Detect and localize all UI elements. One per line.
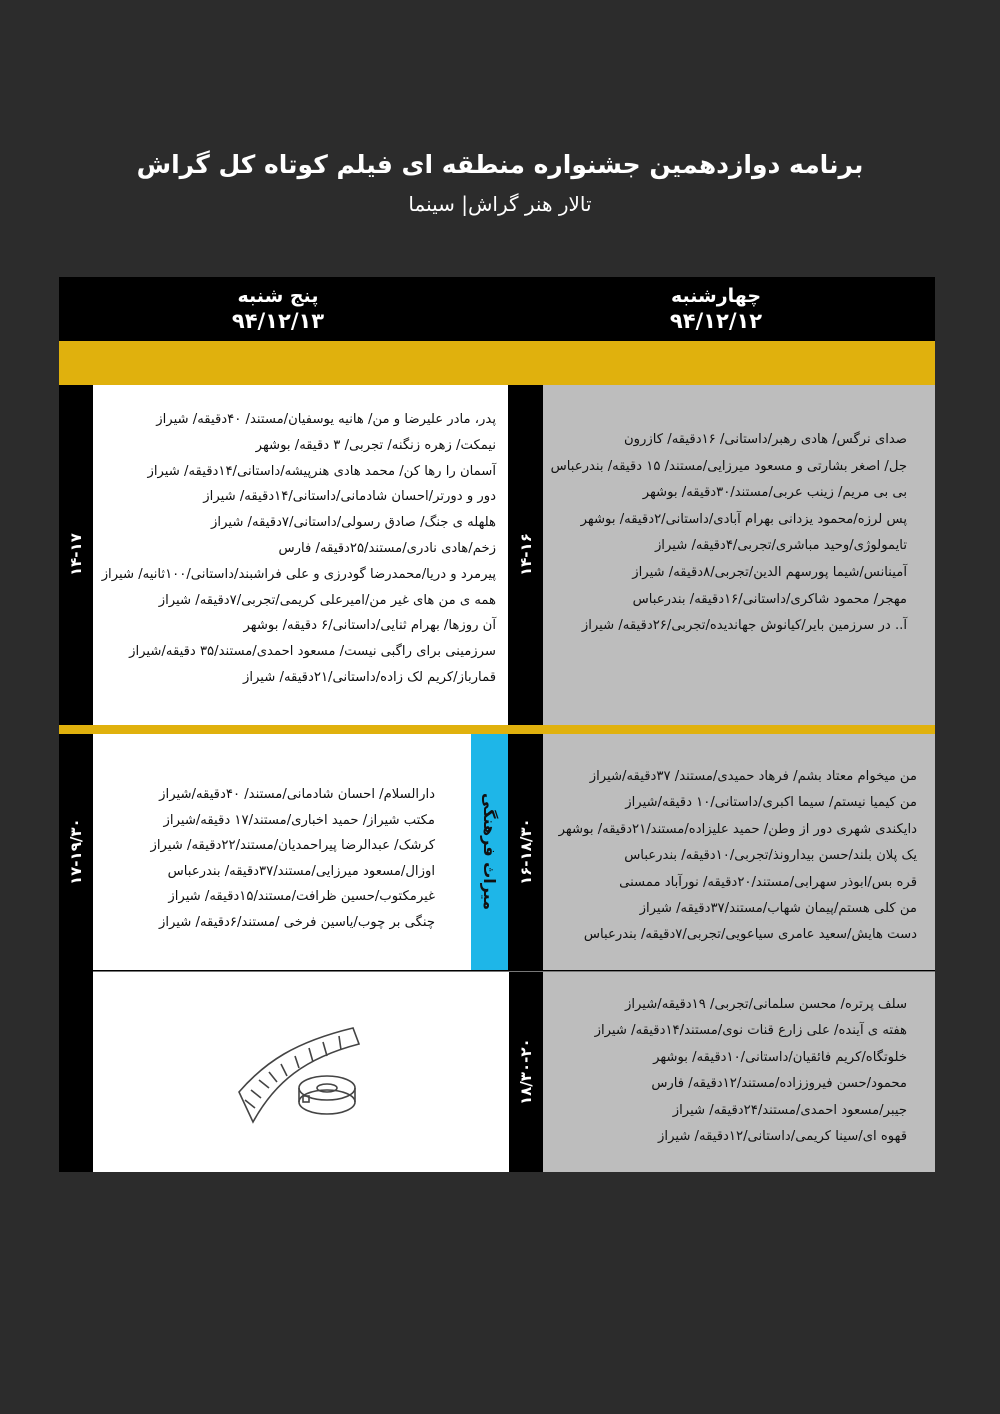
thursday-header [59,277,497,341]
thu-block-3 [93,972,509,1172]
time-thu-1: ۱۴-۱۷ [67,533,85,577]
film-entry: دور و دورتر/احسان شادمانی/داستانی/۱۴دقیقه/ شیراز [203,489,496,505]
film-entry: پس لرزه/محمود یزدانی بهرام آبادی/داستانی/۲دقیقه/ بوشهر [580,511,907,527]
film-entry: غیرمکتوب/حسین ظرافت/مستند/۱۵دقیقه/ شیراز [168,889,435,905]
time-thu-2: ۱۷-۱۹/۳۰ [67,818,85,886]
film-entry: قره بس/ابوذر سهرابی/مستند/۲۰دقیقه/ نورآباد ممسنی [619,874,917,890]
wed-block-2 [543,734,935,970]
film-entry: جل/ اصغر بشارتی و مسعود میرزایی/مستند/ ۱۵ دقیقه/ بندرعباس [550,458,907,474]
film-entry: چنگی بر چوب/یاسین فرخی /مستند/۶دقیقه/ شیراز [159,914,435,930]
thu-block-2 [93,734,471,970]
film-entry: محمود/حسن فیروززاده/مستند/۱۲دقیقه/ فارس [651,1076,907,1092]
film-entry: جیبر/مسعود احمدی/مستند/۲۴دقیقه/ شیراز [672,1102,907,1118]
film-list [543,427,907,640]
film-entry: پیرمرد و دریا/محمدرضا گودرزی و علی فراشبند/داستانی/۱۰۰ثانیه/ شیراز [101,566,496,582]
wednesday-name: چهارشنبه [670,285,762,307]
film-entry: دایکندی شهری دور از وطن/ حمید علیزاده/مستند/۲۱دقیقه/ بوشهر [558,821,917,837]
film-reel-icon [235,1022,375,1132]
thursday-date: ۹۴/۱۲/۱۳ [231,309,325,333]
film-entry: زخم/هادی نادری/مستند/۲۵دقیقه/ فارس [278,540,496,556]
film-entry: هفته ی آینده/ علی زارع قنات نوی/مستند/۱۴دقیقه/ شیراز [594,1023,907,1039]
film-entry: من کلی هستم/پیمان شهاب/مستند/۳۷دقیقه/ شیراز [639,901,917,917]
film-entry: همه ی من های غیر من/امیرعلی کریمی/تجربی/۷دقیقه/ شیراز [158,592,496,608]
page-subtitle: تالار هنر گراش| سینما [408,192,592,216]
wed-block-1 [543,385,935,725]
film-list [93,782,435,936]
film-list [93,407,496,691]
thursday-name: پنج شنبه [237,285,319,307]
page-title: برنامه دوازدهمین جشنواره منطقه ای فیلم کوتاه کل گراش [136,150,864,179]
film-entry: مکتب شیراز/ حمید اخباری/مستند/۱۷ دقیقه/شیراز [163,812,435,828]
wednesday-header [497,277,935,341]
wed-block-3 [543,972,935,1172]
heritage-label: میراث فرهنگی [471,734,508,970]
yellow-divider [59,725,935,734]
film-list [543,992,907,1150]
film-entry: اوزال/مسعود میرزایی/مستند/۳۷دقیقه/ بندرعباس [167,863,435,879]
film-entry: خلوتگاه/کریم فائقیان/داستانی/۱۰دقیقه/ بوشهر [653,1049,907,1065]
film-entry: آ.. در سرزمین بایر/کیانوش جهاندیده/تجربی/۲۶دقیقه/ شیراز [581,618,907,634]
film-entry: کرشک/ عبدالرضا پیراحمدیان/مستند/۲۲دقیقه/ شیراز [150,838,435,854]
film-entry: مهجر/ محمود شاکری/داستانی/۱۶دقیقه/ بندرعباس [632,591,907,607]
wednesday-date: ۹۴/۱۲/۱۲ [669,309,763,333]
film-entry: سلف پرتره/ محسن سلمانی/تجربی/ ۱۹دقیقه/شیراز [624,997,907,1012]
yellow-band [59,341,935,385]
film-list [543,764,917,949]
film-entry: نیمکت/ زهره زنگنه/ تجربی/ ۳ دقیقه/ بوشهر [255,437,496,453]
film-entry: پدر، مادر علیرضا و من/ هانیه یوسفیان/مستند/ ۴۰دقیقه/ شیراز [156,412,496,427]
film-entry: آمینانس/شیما پورسهم الدین/تجربی/۸دقیقه/ شیراز [632,564,907,580]
film-entry: دارالسلام/ احسان شادمانی/مستند/ ۴۰دقیقه/شیراز [159,787,435,802]
film-entry: من میخوام معتاد بشم/ فرهاد حمیدی/مستند/ ۳۷دقیقه/شیراز [589,769,917,784]
film-entry: آن روزها/ بهرام ثنایی/داستانی/۶ دقیقه/ بوشهر [243,618,496,634]
time-wed-1: ۱۴-۱۶ [517,533,535,577]
film-entry: تایمولوژی/وحید مباشری/تجربی/۴دقیقه/ شیراز [654,538,907,554]
film-entry: سرزمینی برای راگبی نیست/ مسعود احمدی/مستند/۳۵ دقیقه/شیراز [129,644,496,660]
film-entry: آسمان را رها کن/ محمد هادی هنرپیشه/داستانی/۱۴دقیقه/ شیراز [147,463,496,479]
film-entry: دست هایش/سعید عامری سیاعویی/تجربی/۷دقیقه/ بندرعباس [583,927,917,943]
film-entry: بی بی مریم/ زینب عربی/مستند/۳۰دقیقه/ بوشهر [642,485,907,501]
film-entry: صدای نرگس/ هادی رهبر/داستانی/ ۱۶دقیقه/ کازرون [623,432,907,447]
film-entry: قهوه ای/سینا کریمی/داستانی/۱۲دقیقه/ شیراز [658,1129,907,1145]
film-entry: من کیمیا نیستم/ سیما اکبری/داستانی/۱۰ دقیقه/شیراز [625,795,917,811]
time-wed-2: ۱۶-۱۸/۳۰ [517,818,535,886]
film-entry: یک پلان بلند/حسن بیدارونذ/تجربی/۱۰دقیقه/ بندرعباس [624,848,917,864]
film-entry: هلهله ی جنگ/ صادق رسولی/داستانی/۷دقیقه/ شیراز [211,515,496,531]
thu-block-1 [93,385,508,725]
schedule-table [59,277,935,1172]
time-wed-3: ۱۸/۳۰-۲۰ [517,1038,535,1106]
film-entry: قمارباز/کریم لک زاده/داستانی/۲۱دقیقه/ شیراز [242,669,496,685]
